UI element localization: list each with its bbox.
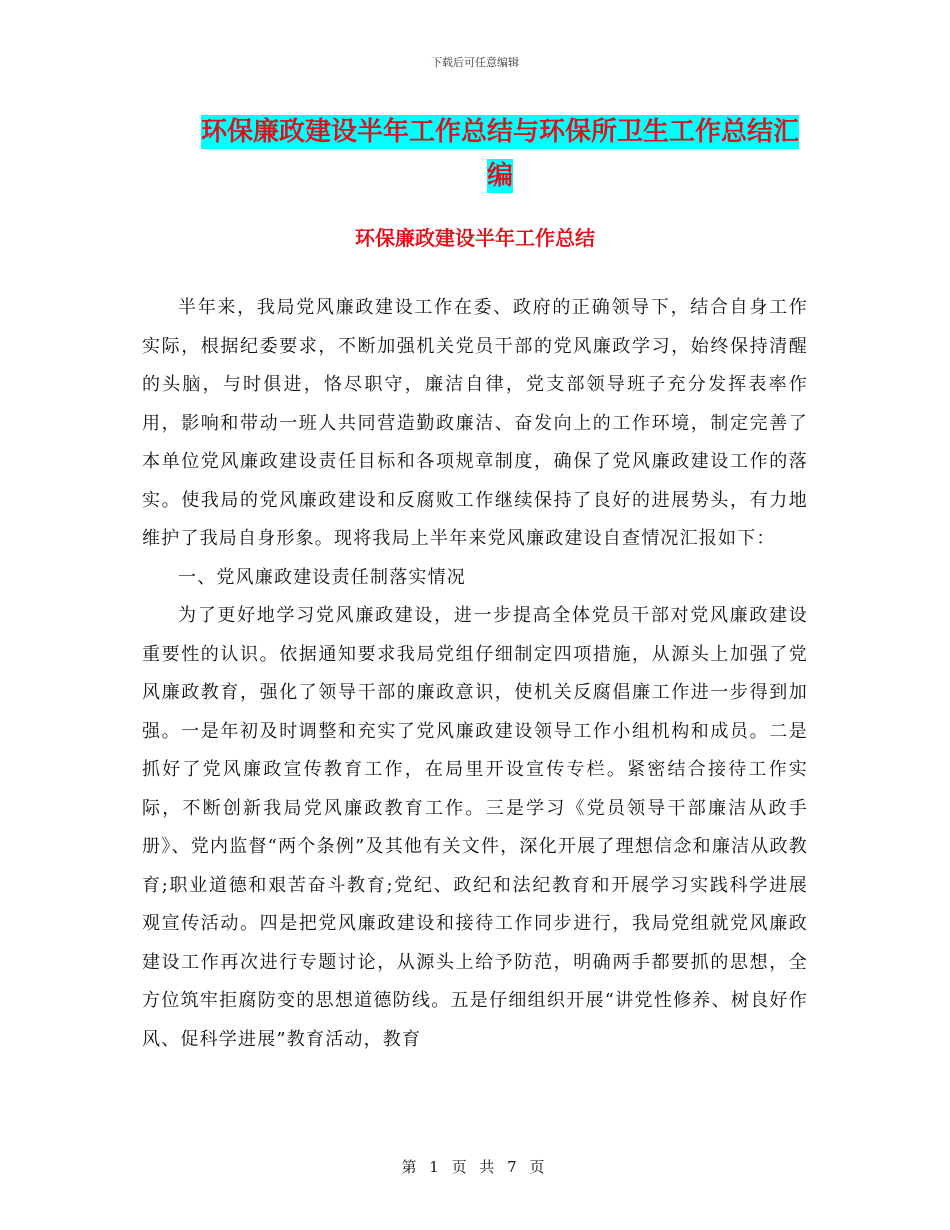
paragraph-heading-1: 一、党风廉政建设责任制落实情况: [178, 566, 466, 588]
paragraph-intro: 半年来，我局党风廉政建设工作在委、政府的正确领导下，结合自身工作实际，根据纪委要求，不断加强机关党员干部的党风廉政学习，始终保持清醒的头脑，与时俱进，恪尽职守，廉洁自律，党支部领导班子充分发挥表率作用，影响和带动一班人共同营造勤政廉洁、奋发向上的工作环境，制定完善了本单位党风廉政建设责任目标和各项规章制度，确保了党风廉政建设工作的落实。使我局的党风廉政建设和反腐败工作继续保持了良好的进展势头，有力地维护了我局自身形象。现将我局上半年来党风廉政建设自查情况汇报如下：: [142, 297, 808, 549]
header-note: 下载后可任意编辑: [431, 56, 519, 69]
document-body: [142, 289, 808, 1059]
page-footer: 第 1 页 共 7 页: [401, 1158, 549, 1176]
section-title: 环保廉政建设半年工作总结: [355, 226, 595, 250]
document-title: [190, 110, 810, 198]
document-title-text: 环保廉政建设半年工作总结与环保所卫生工作总结汇编: [200, 117, 799, 191]
paragraph-measures: 为了更好地学习党风廉政建设，进一步提高全体党员干部对党风廉政建设重要性的认识。依据通知要求我局党组仔细制定四项措施，从源头上加强了党风廉政教育，强化了领导干部的廉政意识，使机关反腐倡廉工作进一步得到加强。一是年初及时调整和充实了党风廉政建设领导工作小组机构和成员。二是抓好了党风廉政宣传教育工作，在局里开设宣传专栏。紧密结合接待工作实际，不断创新我局党风廉政教育工作。三是学习《党员领导干部廉洁从政手册》、党内监督“两个条例”及其他有关文件，深化开展了理想信念和廉洁从政教育;职业道德和艰苦奋斗教育;党纪、政纪和法纪教育和开展学习实践科学进展观宣传活动。四是把党风廉政建设和接待工作同步进行，我局党组就党风廉政建设工作再次进行专题讨论，从源头上给予防范，明确两手都要抓的思想，全方位筑牢拒腐防变的思想道德防线。五是仔细组织开展“讲党性修养、树良好作风、促科学进展”教育活动，教育: [142, 605, 808, 1050]
